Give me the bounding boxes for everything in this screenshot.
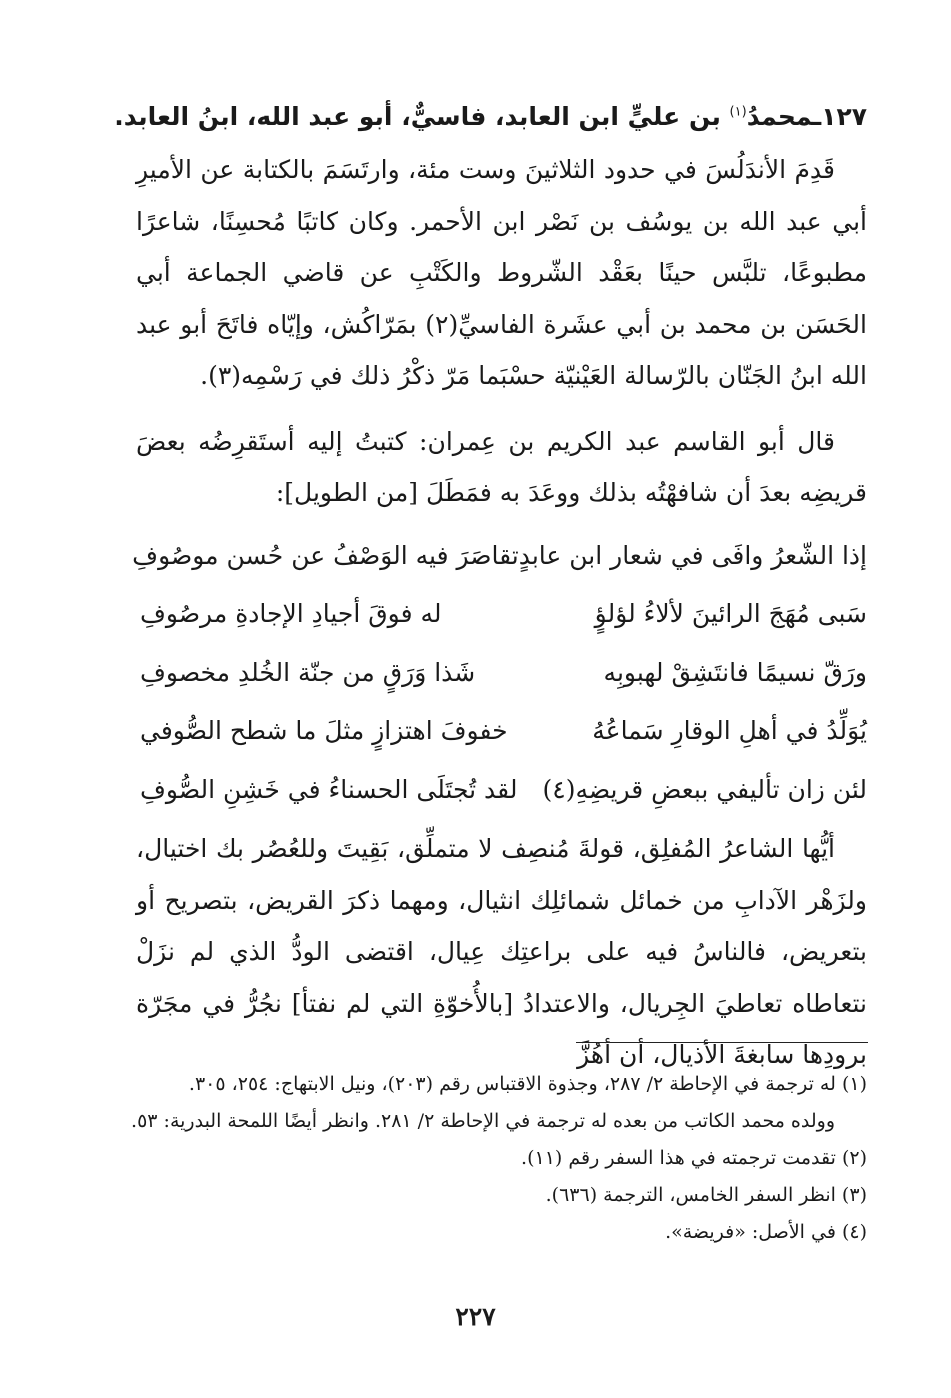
text-line: قال أبو القاسم عبد الكريم بن عِمران: كتبتُ إليه أستَقرِضُه بعضَ (136, 426, 835, 456)
footnote-ref: (١) (729, 104, 747, 120)
text-line: ولزَهْر الآدابِ من خمائل شمائلِك انثيال، ومهما ذكرَ القريض، بتصريح أو بتعريض، (136, 885, 867, 966)
text-line: فالناسُ فيه على براعتِك عِيال، اقتضى الودُّ الذي لم نزَلْ نتعاطاه تعاطيَ الجِريال، (136, 937, 868, 1018)
text-line: العَيْنيّة حسْبَما مَرّ ذكْرُ ذلك في رَسْمِه(٣). (200, 361, 617, 390)
footnote: (٢) تقدمت ترجمته في هذا السفر رقم (١١). (521, 1147, 867, 1169)
paragraph-quote-intro (136, 416, 867, 519)
text-line: قَدِمَ الأندَلُسَ في حدود الثلاثينَ وست مئة، وارتَسَمَ بالكتابة عن الأميرِ (136, 155, 835, 184)
hemistich-second: شَذا وَرَقٍ من جنّة الخُلدِ مخصوفِ (140, 657, 476, 687)
paragraph-biography (136, 144, 867, 402)
text-line: أيُّها الشاعرُ المُفلِق، قولةَ مُنصِف لا متملِّق، بَقِيتَ وللعُصُر بك اختيال، (136, 834, 835, 863)
hemistich-second: له فوقَ أجيادِ الإجادةِ مرصُوفِ (140, 599, 442, 628)
hemistich-second: تقاصَرَ فيه الوَصْفُ عن حُسن موصُوفِ (132, 540, 519, 570)
poem-verse (136, 702, 867, 761)
hemistich-first: سَبى مُهَجَ الرائينَ لألاءُ لؤلؤٍ (594, 599, 867, 628)
hemistich-second: لقد تُجتَلَى الحسناءُ في خَشِنِ الصُّوفِ (140, 774, 518, 804)
text-line: تلبَّس حينًا بعَقْد الشّروط والكَتْبِ عن قاضي الجماعة أبي الحَسَن بن محمد بن (136, 258, 867, 339)
hemistich-first: ورَقّ نسيمًا فانتَشِقْ لهبوبِه (603, 657, 867, 687)
poem-verse (132, 527, 867, 586)
footnote-divider (576, 1042, 868, 1043)
footnote: (٣) انظر السفر الخامس، الترجمة (٦٣٦). (545, 1184, 867, 1206)
footnotes (131, 1066, 867, 1251)
poem-verse (136, 644, 867, 703)
entry-heading (114, 96, 867, 138)
hemistich-second: خفوفَ اهتزازٍ مثلَ ما شطح الصُّوفي (140, 716, 508, 745)
hemistich-first: إذا الشّعرُ وافَى في شعار ابن عابدٍ (518, 540, 867, 570)
entry-name: محمدُ (746, 102, 813, 131)
footnote: (١) له ترجمة في الإحاطة ٢/ ٢٨٧، وجذوة الاقتباس رقم (٢٠٣)، ونيل الابتهاج: ٢٥٤، ٣٠٥. (188, 1073, 867, 1095)
text-line: قريضِه بعدَ أن شافهْتُه بذلك ووعَدَ به فمَطَلَ [من الطويل]: (275, 478, 867, 507)
text-line: أبي عشَرة الفاسيِّ(٢) بمَرّاكُش، وإيّاه فاتَحَ أبو عبد الله ابنُ الجَنّان بالرّسالة (136, 309, 867, 390)
page-number: ٢٢٧ (455, 1302, 496, 1331)
entry-number: ١٢٧ـ (812, 102, 867, 131)
text-line: أبي عبد الله بن يوسُف بن نَصْر ابن الأحمر. وكان كاتبًا مُحسِنًا، شاعرًا مطبوعًا، (136, 206, 867, 287)
footnote-continuation: وولده محمد الكاتب من بعده له ترجمة في الإحاطة ٢/ ٢٨١. وانظر أيضًا اللمحة البدرية: ٥٣. (131, 1110, 835, 1132)
poem (132, 527, 867, 820)
hemistich-first: لئن زان تأليفي ببعضِ قريضِهِ(٤) (542, 774, 867, 804)
hemistich-first: يُوَلِّدُ في أهلِ الوقارِ سَماعُهُ (592, 716, 867, 745)
text-line: والاعتدادُ [بالأُخوّةِ التي لم نفتأ] نجُرُّ في مجَرّة برودِها سابغةَ الأذيال، أن أهُزَّ (136, 988, 867, 1069)
poem-verse (136, 761, 867, 820)
entry-heading-rest: بن عليٍّ ابن العابد، فاسيٌّ، أبو عبد الله، ابنُ العابد. (114, 102, 730, 131)
poem-verse (136, 585, 867, 644)
footnote: (٤) في الأصل: «فريضة». (665, 1221, 867, 1243)
